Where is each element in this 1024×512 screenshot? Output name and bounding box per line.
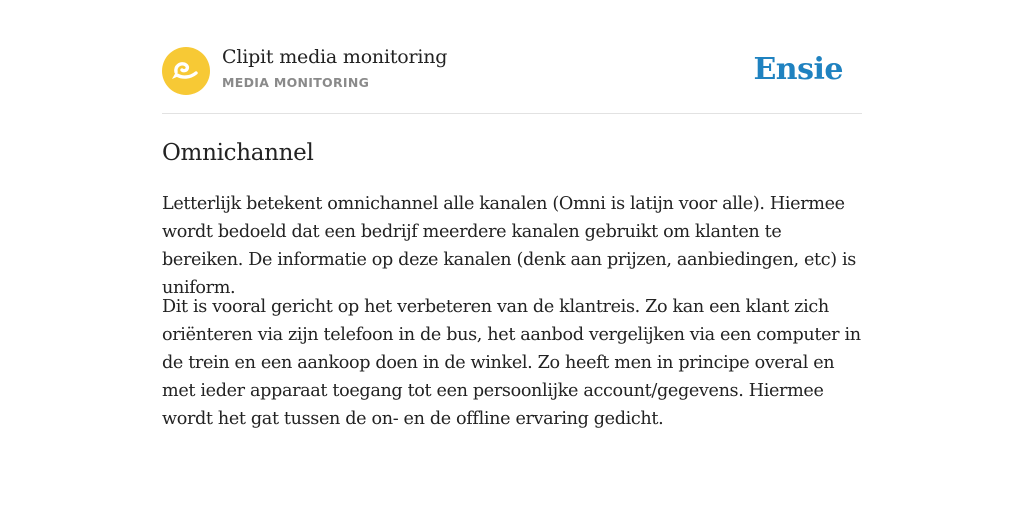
brand-logo[interactable]: Ensie bbox=[753, 52, 843, 87]
entry-paragraph: Letterlijk betekent omnichannel alle kanalen (Omni is latijn voor alle). Hiermee wordt bedoeld dat een bedrijf meerdere kanalen gebruikt om klanten te bereiken. De informatie op deze kanalen (denk aan prijzen, aanbiedingen, etc) is uniform. bbox=[162, 194, 856, 298]
entry-term: Omnichannel bbox=[162, 140, 314, 166]
organization-name[interactable]: Clipit media monitoring bbox=[222, 46, 448, 68]
page-container bbox=[162, 0, 862, 429]
organization-logo[interactable] bbox=[162, 47, 210, 95]
entry-paragraph: Dit is vooral gericht op het verbeteren van de klantreis. Zo kan een klant zich oriënteren via zijn telefoon in de bus, het aanbod vergelijken via een computer in de trein en een aankoop doen in de winkel. Zo heeft men in principe overal en met ieder apparaat toegang tot een persoonlijke account/gegevens. Hiermee wordt het gat tussen de on- en de offline ervaring gedicht. bbox=[162, 297, 861, 429]
speech-bubble-icon bbox=[162, 47, 210, 95]
organization-subtitle: MEDIA MONITORING bbox=[222, 75, 370, 90]
header bbox=[162, 0, 862, 114]
